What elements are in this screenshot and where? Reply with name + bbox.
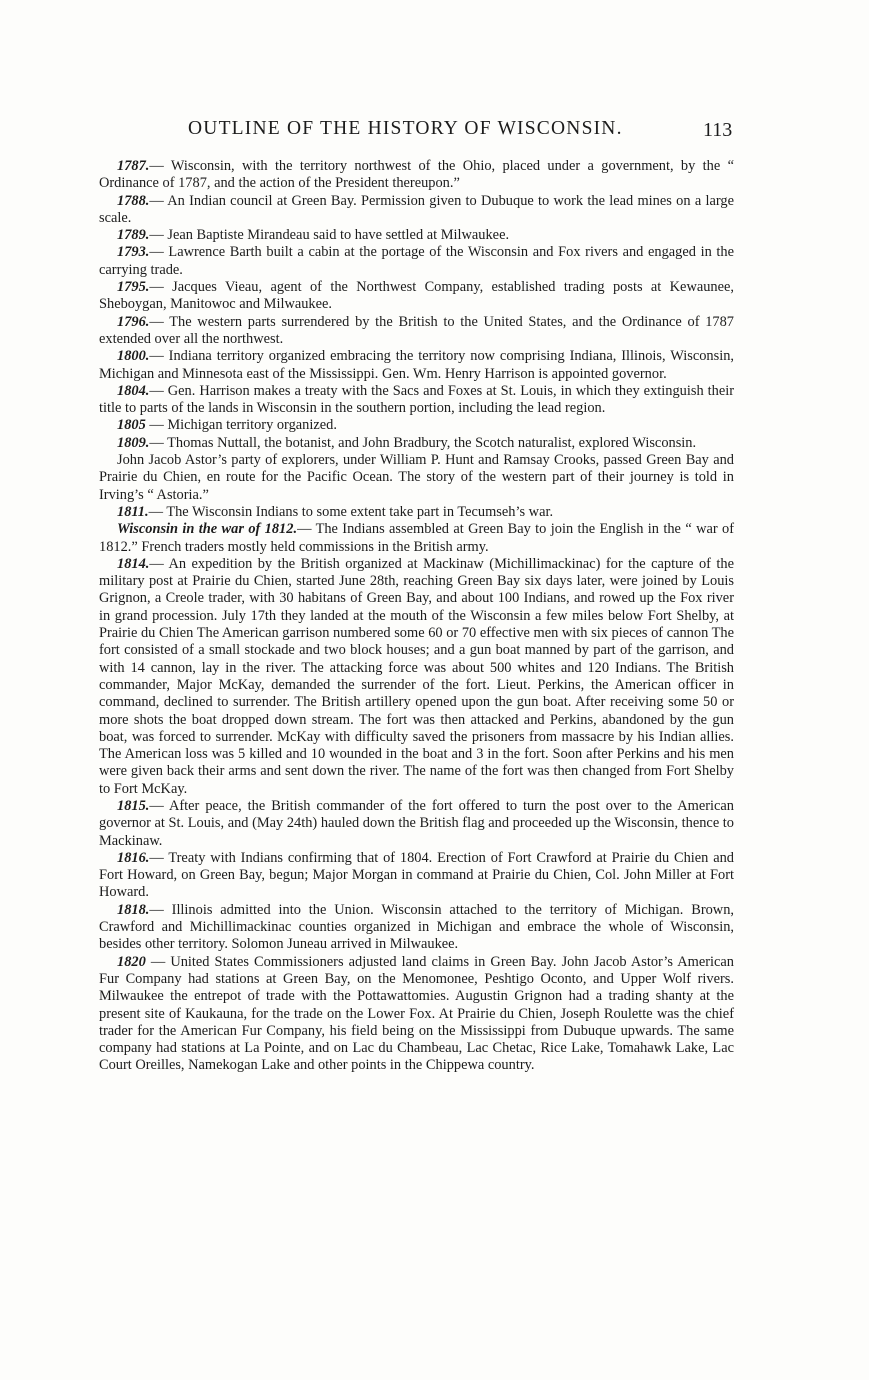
entry-1814 (99, 556, 734, 798)
entry-date: 1800. (117, 348, 150, 365)
entry-text: — Lawrence Barth built a cabin at the portage of the Wisconsin and Fox rivers and engaged in the carrying trade. (99, 244, 734, 278)
entry-1804 (99, 383, 734, 418)
entry-date: Wisconsin in the war of 1812. (117, 521, 298, 538)
entry-date: 1815. (117, 797, 150, 814)
page-number: 113 (703, 119, 733, 141)
running-header (0, 118, 869, 144)
entry-1805 (99, 417, 734, 434)
entry-date: 1809. (117, 434, 150, 451)
entry-date: 1789. (117, 227, 150, 244)
entry-text: — United States Commissioners adjusted land claims in Green Bay. John Jacob Astor’s American Fur Company had stations at Green Bay, on the Menomonee, Peshtigo Oconto, and Upper Wolf rivers. Milwaukee the entrepot of trade with the Pottawattomies. Augustin Grignon had a trading shanty at the present site of Kaukauna, for the trade on the Lower Fox. At Prairie du Chien, Joseph Roulette was the chief trader for the American Fur Company, his field being on the Mississippi from Dubuque upwards. The same company had stations at La Pointe, and on Lac du Chambeau, Lac Chetac, Rice Lake, Tomahawk Lake, Lac Court Oreilles, Namekogan Lake and other points in the Chippewa country. (99, 953, 734, 1074)
entry-1787 (99, 158, 734, 193)
entry-date: 1804. (117, 382, 150, 399)
entry-astor-party (99, 452, 734, 504)
entry-text: John Jacob Astor’s party of explorers, under William P. Hunt and Ramsay Crooks, passed Green Bay and Prairie du Chien, en route for the Pacific Ocean. The story of the western part of their journey is told in Irving’s “ Astoria.” (99, 452, 734, 503)
entry-text: — Treaty with Indians confirming that of 1804. Erection of Fort Crawford at Prairie du Chien and Fort Howard, on Green Bay, begun; Major Morgan in command at Prairie du Chien, Col. John Miller at Fort Howard. (99, 849, 734, 901)
entry-1811 (99, 504, 734, 521)
entry-1788 (99, 193, 734, 228)
entry-date: 1816. (117, 849, 150, 866)
entry-1820 (99, 954, 734, 1075)
entry-1818 (99, 902, 734, 954)
entry-text: — Thomas Nuttall, the botanist, and John Bradbury, the Scotch naturalist, explored Wisconsin. (149, 434, 697, 451)
entry-date: 1820 (117, 953, 146, 970)
entry-text: — An Indian council at Green Bay. Permission given to Dubuque to work the lead mines on a large scale. (99, 192, 734, 226)
entry-1816 (99, 850, 734, 902)
entry-1795 (99, 279, 734, 314)
entry-text: — After peace, the British commander of the fort offered to turn the post over to the American governor at St. Louis, and (May 24th) hauled down the British flag and proceeded up the Wisconsin, thence to Mackinaw. (99, 797, 734, 849)
page-title: OUTLINE OF THE HISTORY OF WISCONSIN. (188, 118, 623, 139)
entry-war-of-1812 (99, 521, 734, 556)
entry-text: — Gen. Harrison makes a treaty with the Sacs and Foxes at St. Louis, in which they extinguish their title to parts of the lands in Wisconsin in the southern portion, including the lead region. (99, 382, 734, 417)
entry-date: 1814. (117, 555, 150, 572)
entry-date: 1787. (117, 158, 150, 174)
entry-date: 1805 (117, 417, 146, 434)
entry-text: — Illinois admitted into the Union. Wisconsin attached to the territory of Michigan. Brown, Crawford and Michillimackinac counties organized in Michigan and embrace the whole of Wisconsin, besides other territory. Solomon Juneau arrived in Milwaukee. (99, 901, 734, 953)
body-text (99, 158, 734, 1075)
entry-1789 (99, 227, 734, 244)
entry-text: — Jean Baptiste Mirandeau said to have settled at Milwaukee. (149, 227, 510, 244)
entry-text: — An expedition by the British organized at Mackinaw (Michillimackinac) for the capture of the military post at Prairie du Chien, started June 28th, reaching Green Bay six days later, were joined by Louis Grignon, a Creole trader, with 30 habitans of Green Bay, and about 100 Indians, and rowed up the Fox river in grand procession. July 17th they landed at the mouth of the Wisconsin a few miles below Fort Shelby, at Prairie du Chien The American garrison numbered some 60 or 70 effective men with six pieces of cannon The fort consisted of a small stockade and two block houses; and a gun boat manned by part of the garrison, and with 14 cannon, lay in the river. The attacking force was about 500 whites and 120 Indians. The British commander, Major McKay, demanded the surrender of the fort. Lieut. Perkins, the American officer in command, declined to surrender. The British artillery opened upon the gun boat. After receiving some 50 or more shots the boat dropped down stream. The fort was then attacked and Perkins, abandoned by the gun boat, was forced to surrender. McKay with difficulty saved the prisoners from massacre by his Indian allies. The American loss was 5 killed and 10 wounded in the boat and 3 in the fort. Soon after Perkins and his men were given back their arms and sent down the river. The name of the fort was then changed from Fort Shelby to Fort McKay. (99, 555, 734, 797)
entry-date: 1788. (117, 192, 150, 209)
entry-date: 1796. (117, 313, 150, 330)
entry-text: — Jacques Vieau, agent of the Northwest Company, established trading posts at Kewaunee, Sheboygan, Manitowoc and Milwaukee. (99, 279, 734, 313)
entry-text: — Michigan territory organized. (145, 417, 337, 434)
entry-1809 (99, 435, 734, 452)
entry-date: 1793. (117, 244, 150, 261)
entry-1815 (99, 798, 734, 850)
entry-date: 1795. (117, 279, 150, 296)
entry-text: — The western parts surrendered by the British to the United States, and the Ordinance of 1787 extended over all the northwest. (99, 313, 734, 347)
entry-date: 1811. (117, 503, 149, 520)
entry-text: — The Indians assembled at Green Bay to join the English in the “ war of 1812.” French traders mostly held commissions in the British army. (99, 521, 735, 555)
entry-1800 (99, 348, 734, 383)
entry-text: — Wisconsin, with the territory northwest of the Ohio, placed under a government, by the “ Ordinance of 1787, and the action of the President thereupon.” (99, 158, 734, 192)
entry-text: — The Wisconsin Indians to some extent take part in Tecumseh’s war. (148, 503, 554, 520)
entry-1793 (99, 244, 734, 279)
entry-1796 (99, 314, 734, 349)
entry-text: — Indiana territory organized embracing the territory now comprising Indiana, Illinois, Wisconsin, Michigan and Minnesota east of the Mississippi. Gen. Wm. Henry Harrison is appointed governor. (99, 348, 734, 382)
entry-date: 1818. (117, 901, 150, 918)
